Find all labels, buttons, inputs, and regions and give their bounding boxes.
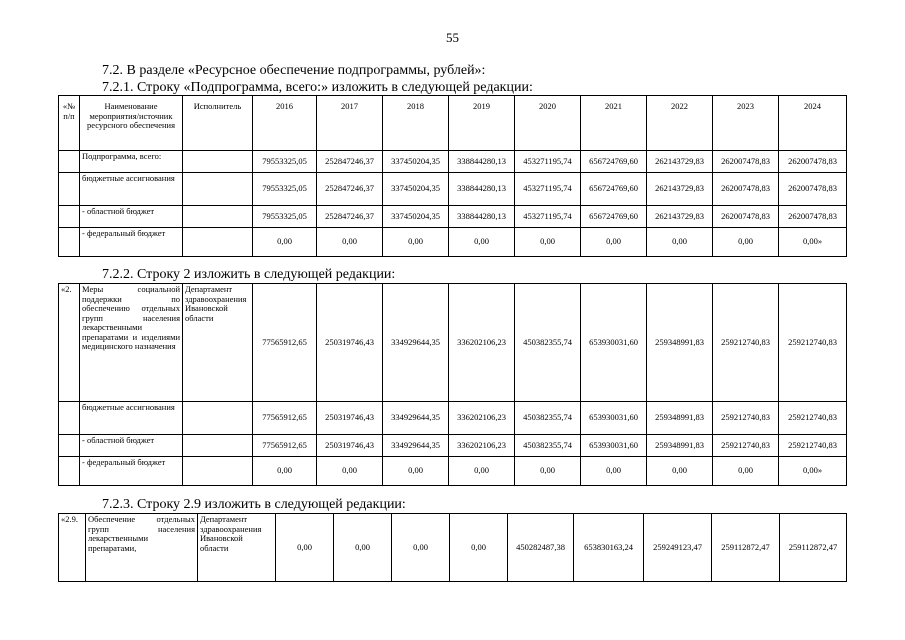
- table-cell: «2.9.: [59, 514, 86, 582]
- table-cell: 0,00: [276, 514, 334, 582]
- table-cell: 262007478,83: [713, 206, 779, 228]
- table-cell: 259212740,83: [779, 435, 847, 457]
- table-cell: 334929644,35: [383, 284, 449, 402]
- table-cell: 338844280,13: [449, 206, 515, 228]
- table-cell: «2.: [59, 284, 80, 402]
- table-cell: 77565912,65: [253, 284, 317, 402]
- table-cell: Обеспечение отдельных групп населения лекарственными препаратами,: [86, 514, 198, 582]
- table-cell: 656724769,60: [581, 173, 647, 206]
- table-cell: 259212740,83: [779, 284, 847, 402]
- table-row: [59, 457, 847, 486]
- table-cell: [59, 206, 80, 228]
- table-cell: Департамент здравоохранения Ивановской области: [183, 284, 253, 402]
- table-row: [59, 206, 847, 228]
- table-cell: 252847246,37: [317, 173, 383, 206]
- table-cell: 337450204,35: [383, 206, 449, 228]
- table-cell: 450382355,74: [515, 284, 581, 402]
- table-cell: 0,00: [449, 228, 515, 257]
- table-cell: Меры социальной поддержки по обеспечению отдельных групп населения лекарственными препаратами и изделиями медицинского назначения: [80, 284, 183, 402]
- table-row: [59, 151, 847, 173]
- table-cell: «№ п/п: [59, 96, 80, 151]
- table-cell: 262007478,83: [779, 206, 847, 228]
- table-cell: 0,00: [253, 228, 317, 257]
- table-cell: 79553325,05: [253, 173, 317, 206]
- table-cell: 656724769,60: [581, 151, 647, 173]
- table-cell: [183, 173, 253, 206]
- table-cell: 336202106,23: [449, 435, 515, 457]
- table-cell: 0,00: [383, 457, 449, 486]
- table-cell: [59, 151, 80, 173]
- table-cell: [183, 206, 253, 228]
- table-cell: 450382355,74: [515, 402, 581, 435]
- table-header-row: [59, 96, 847, 151]
- table-cell: 2016: [253, 96, 317, 151]
- table-cell: 0,00: [647, 228, 713, 257]
- table-cell: 259348991,83: [647, 435, 713, 457]
- table-cell: 653930031,60: [581, 402, 647, 435]
- table-cell: 0,00: [450, 514, 508, 582]
- table-cell: 250319746,43: [317, 284, 383, 402]
- table-cell: 2019: [449, 96, 515, 151]
- table-cell: - областной бюджет: [80, 435, 183, 457]
- table-cell: 0,00: [449, 457, 515, 486]
- resource-table-row-2: [58, 283, 847, 486]
- table-cell: 252847246,37: [317, 151, 383, 173]
- table-cell: 262143729,83: [647, 151, 713, 173]
- table-cell: [59, 435, 80, 457]
- table-cell: [59, 457, 80, 486]
- table-cell: 77565912,65: [253, 402, 317, 435]
- table-cell: Исполнитель: [183, 96, 253, 151]
- table-cell: 2017: [317, 96, 383, 151]
- table-cell: бюджетные ассигнования: [80, 402, 183, 435]
- table-cell: 337450204,35: [383, 151, 449, 173]
- table-cell: 0,00: [515, 457, 581, 486]
- table-cell: 336202106,23: [449, 402, 515, 435]
- table-cell: 0,00: [647, 457, 713, 486]
- table-cell: [59, 402, 80, 435]
- table-cell: [59, 228, 80, 257]
- table-cell: 250319746,43: [317, 435, 383, 457]
- table-cell: 259212740,83: [779, 402, 847, 435]
- section-heading-7-2-3: 7.2.3. Строку 2.9 изложить в следующей редакции:: [102, 497, 406, 512]
- table-cell: 336202106,23: [449, 284, 515, 402]
- table-cell: 0,00»: [779, 457, 847, 486]
- table-row: [59, 514, 847, 582]
- table-cell: 262143729,83: [647, 173, 713, 206]
- section-heading-7-2-1: 7.2.1. Строку «Подпрограмма, всего:» изложить в следующей редакции:: [102, 80, 533, 95]
- table-cell: 262007478,83: [779, 173, 847, 206]
- table-cell: 262143729,83: [647, 206, 713, 228]
- table-cell: [183, 435, 253, 457]
- table-cell: 0,00: [581, 457, 647, 486]
- table-cell: 0,00: [581, 228, 647, 257]
- table-cell: 0,00: [317, 457, 383, 486]
- table-cell: 338844280,13: [449, 151, 515, 173]
- table-cell: 259212740,83: [713, 284, 779, 402]
- table-cell: - федеральный бюджет: [80, 457, 183, 486]
- table-cell: 0,00: [713, 457, 779, 486]
- table-cell: 259112872,47: [780, 514, 847, 582]
- table-row: [59, 173, 847, 206]
- table-cell: 262007478,83: [779, 151, 847, 173]
- table-cell: 0,00: [253, 457, 317, 486]
- table-cell: 653930031,60: [581, 435, 647, 457]
- table-cell: 0,00: [334, 514, 392, 582]
- table-cell: 259348991,83: [647, 284, 713, 402]
- table-cell: 0,00: [317, 228, 383, 257]
- table-cell: [183, 457, 253, 486]
- table-row: [59, 228, 847, 257]
- table-cell: 2018: [383, 96, 449, 151]
- table-cell: 453271195,74: [515, 206, 581, 228]
- table-cell: 450282487,38: [508, 514, 574, 582]
- table-cell: 656724769,60: [581, 206, 647, 228]
- resource-table-row-2-9: [58, 513, 847, 582]
- table-cell: [183, 402, 253, 435]
- table-row: [59, 402, 847, 435]
- table-cell: Департамент здравоохранения Ивановской области: [198, 514, 276, 582]
- page-number: 55: [446, 30, 459, 45]
- resource-table-subprogram: [58, 95, 847, 257]
- table-cell: 453271195,74: [515, 151, 581, 173]
- table-cell: бюджетные ассигнования: [80, 173, 183, 206]
- table-cell: 337450204,35: [383, 173, 449, 206]
- table-cell: 259212740,83: [713, 402, 779, 435]
- table-cell: 2021: [581, 96, 647, 151]
- table-cell: 259112872,47: [712, 514, 780, 582]
- table-cell: 334929644,35: [383, 435, 449, 457]
- table-cell: 2024: [779, 96, 847, 151]
- table-cell: [183, 228, 253, 257]
- table-cell: 450382355,74: [515, 435, 581, 457]
- table-cell: 2022: [647, 96, 713, 151]
- table-cell: 79553325,05: [253, 151, 317, 173]
- table-cell: 77565912,65: [253, 435, 317, 457]
- table-row: [59, 435, 847, 457]
- table-cell: 250319746,43: [317, 402, 383, 435]
- section-heading-7-2: 7.2. В разделе «Ресурсное обеспечение подпрограммы, рублей»:: [102, 63, 486, 78]
- table-cell: 653830163,24: [574, 514, 644, 582]
- table-cell: 262007478,83: [713, 151, 779, 173]
- table-cell: 259348991,83: [647, 402, 713, 435]
- table-cell: 338844280,13: [449, 173, 515, 206]
- table-cell: 262007478,83: [713, 173, 779, 206]
- table-cell: 252847246,37: [317, 206, 383, 228]
- table-cell: 259249123,47: [644, 514, 712, 582]
- table-cell: 453271195,74: [515, 173, 581, 206]
- table-cell: Наименование мероприятия/источник ресурсного обеспечения: [80, 96, 183, 151]
- table-cell: 0,00: [713, 228, 779, 257]
- section-heading-7-2-2: 7.2.2. Строку 2 изложить в следующей редакции:: [102, 267, 396, 282]
- table-row: [59, 284, 847, 402]
- table-cell: 259212740,83: [713, 435, 779, 457]
- table-cell: 334929644,35: [383, 402, 449, 435]
- table-cell: - федеральный бюджет: [80, 228, 183, 257]
- table-cell: 2023: [713, 96, 779, 151]
- table-cell: Подпрограмма, всего:: [80, 151, 183, 173]
- table-cell: 79553325,05: [253, 206, 317, 228]
- table-cell: 0,00: [515, 228, 581, 257]
- table-cell: 0,00: [383, 228, 449, 257]
- table-cell: 0,00»: [779, 228, 847, 257]
- table-cell: 653930031,60: [581, 284, 647, 402]
- table-cell: 2020: [515, 96, 581, 151]
- table-cell: [59, 173, 80, 206]
- table-cell: - областной бюджет: [80, 206, 183, 228]
- table-cell: 0,00: [392, 514, 450, 582]
- table-cell: [183, 151, 253, 173]
